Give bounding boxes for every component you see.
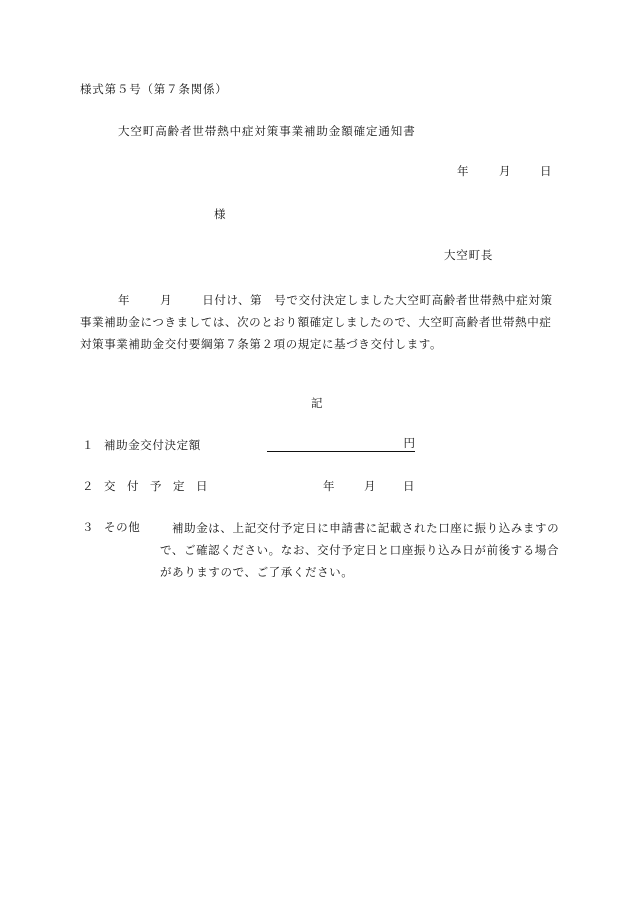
issuer-name: 大空町長: [444, 248, 494, 262]
body-day-ref: 日付け、第: [202, 293, 263, 307]
form-number: 様式第５号（第７条関係）: [80, 82, 228, 96]
item-1-number: １: [82, 438, 94, 452]
item-2-number: ２: [82, 479, 94, 493]
item-1-label: 補助金交付決定額: [104, 438, 201, 452]
ki-label: 記: [311, 396, 323, 410]
body-text: 号で交付決定しました大空町高齢者世帯熱中症対策事業補助金につきましては、次のとおり額確定しましたので、大空町高齢者世帯熱中症対策事業補助金交付要綱第７条第２項の規定に基づき交付します。: [80, 293, 553, 351]
amount-field: [267, 438, 415, 452]
date-day: 日: [540, 164, 552, 178]
item-3-label: その他: [104, 520, 141, 534]
item-2-label: 交 付 予 定 日: [104, 479, 208, 493]
document-title: 大空町高齢者世帯熱中症対策事業補助金額確定通知書: [118, 124, 416, 138]
item-2-day: 日: [403, 479, 415, 493]
item-3-number: ３: [82, 520, 94, 534]
item-2-year: 年: [323, 479, 335, 493]
amount-unit: 円: [267, 438, 415, 452]
date-month: 月: [499, 164, 511, 178]
addressee-suffix: 様: [214, 207, 226, 221]
body-paragraph: [80, 289, 560, 355]
date-year: 年: [457, 164, 469, 178]
body-month: 月: [160, 293, 173, 307]
item-2-month: 月: [364, 479, 376, 493]
body-year: 年: [118, 293, 131, 307]
item-3-text: 補助金は、上記交付予定日に申請書に記載された口座に振り込みますので、ご確認ください。なお、交付予定日と口座振り込み日が前後する場合がありますので、ご了承ください。: [160, 521, 560, 579]
